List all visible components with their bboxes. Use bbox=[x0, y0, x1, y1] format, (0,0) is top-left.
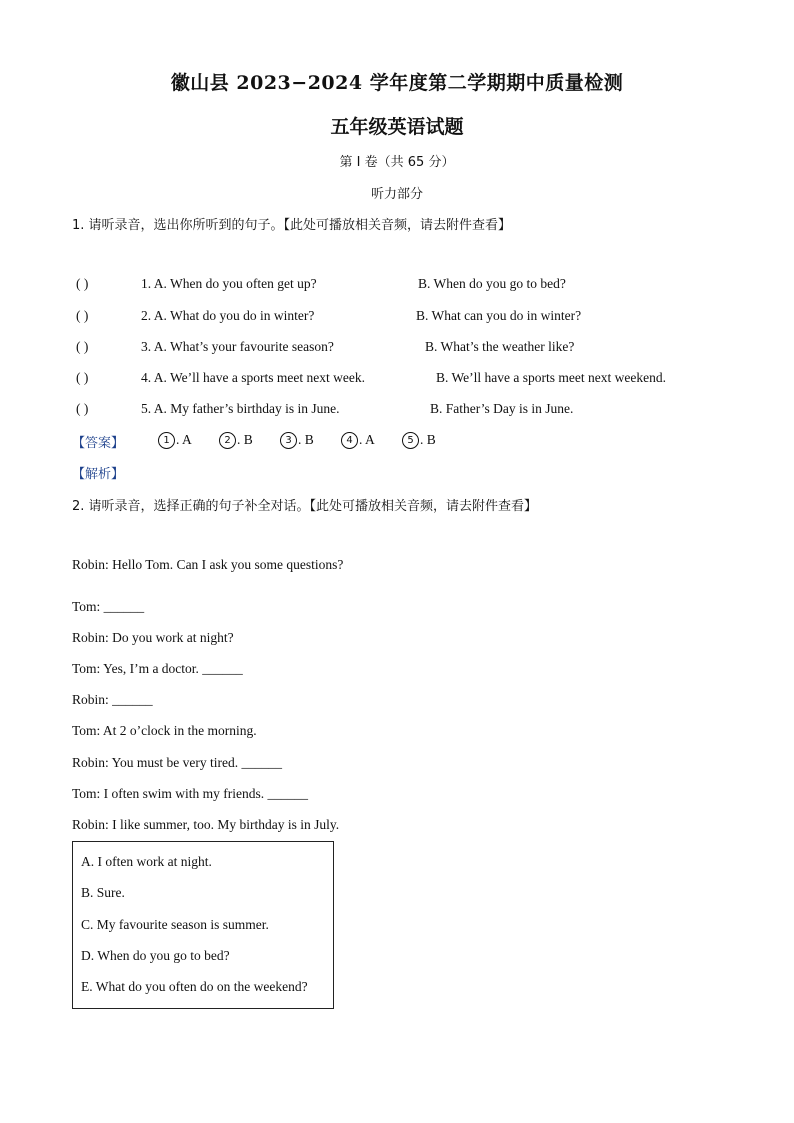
answer-value: . B bbox=[420, 432, 436, 447]
circled-number: 2 bbox=[219, 432, 236, 449]
option-b: B. We’ll have a sports meet next weekend. bbox=[436, 370, 666, 385]
answer-5 bbox=[402, 432, 436, 449]
option-a: 5. A. My father’s birthday is in June. bbox=[141, 401, 340, 416]
answer-paren: ( ) bbox=[76, 401, 89, 416]
dialogue-line: Robin: I like summer, too. My birthday is in July. bbox=[72, 817, 340, 832]
page-subtitle: 五年级英语试题 bbox=[330, 116, 464, 138]
circled-number: 4 bbox=[341, 432, 358, 449]
part-heading: 听力部分 bbox=[370, 187, 423, 202]
option-item: A. I often work at night. bbox=[81, 854, 212, 869]
answer-2 bbox=[219, 432, 253, 449]
option-b: B. What’s the weather like? bbox=[425, 339, 575, 354]
answer-paren: ( ) bbox=[76, 339, 89, 354]
page-title: 徽山县 2023−2024 学年度第二学期期中质量检测 bbox=[170, 72, 624, 94]
answer-value: . B bbox=[298, 432, 314, 447]
option-a: 4. A. We’ll have a sports meet next week. bbox=[141, 370, 365, 385]
circled-number: 5 bbox=[402, 432, 419, 449]
dialogue-line: Tom: Yes, I’m a doctor. ______ bbox=[72, 661, 243, 676]
option-a: 3. A. What’s your favourite season? bbox=[141, 339, 334, 354]
answer-value: . A bbox=[359, 432, 375, 447]
answer-paren: ( ) bbox=[76, 276, 89, 291]
option-item: D. When do you go to bed? bbox=[81, 948, 230, 963]
dialogue-line: Tom: ______ bbox=[72, 599, 145, 614]
answer-paren: ( ) bbox=[76, 370, 89, 385]
option-item: B. Sure. bbox=[81, 885, 125, 900]
answer-4 bbox=[341, 432, 375, 449]
answer-value: . B bbox=[237, 432, 253, 447]
option-a: 2. A. What do you do in winter? bbox=[141, 308, 315, 323]
answer-1 bbox=[158, 432, 192, 449]
dialogue-line: Robin: You must be very tired. ______ bbox=[72, 755, 283, 770]
answer-value: . A bbox=[176, 432, 192, 447]
options-box bbox=[72, 841, 334, 1009]
option-item: C. My favourite season is summer. bbox=[81, 917, 269, 932]
option-a: 1. A. When do you often get up? bbox=[141, 276, 317, 291]
question-2-prompt: 2. 请听录音，选择正确的句子补全对话。【此处可播放相关音频，请去附件查看】 bbox=[72, 499, 538, 514]
dialogue-line: Robin: Do you work at night? bbox=[72, 630, 234, 645]
dialogue-line: Robin: ______ bbox=[72, 692, 153, 707]
option-b: B. When do you go to bed? bbox=[418, 276, 566, 291]
answer-paren: ( ) bbox=[76, 308, 89, 323]
option-item: E. What do you often do on the weekend? bbox=[81, 979, 308, 994]
circled-number: 1 bbox=[158, 432, 175, 449]
dialogue-line: Robin: Hello Tom. Can I ask you some questions? bbox=[72, 557, 344, 572]
analysis-label: 【解析】 bbox=[72, 467, 125, 482]
option-b: B. What can you do in winter? bbox=[416, 308, 582, 323]
answer-3 bbox=[280, 432, 314, 449]
option-b: B. Father’s Day is in June. bbox=[430, 401, 574, 416]
circled-number: 3 bbox=[280, 432, 297, 449]
answer-label: 【答案】 bbox=[72, 436, 125, 451]
section-heading: 第 I 卷（共 65 分） bbox=[339, 155, 455, 170]
dialogue-line: Tom: I often swim with my friends. ______ bbox=[72, 786, 309, 801]
question-1-prompt: 1. 请听录音，选出你所听到的句子。【此处可播放相关音频，请去附件查看】 bbox=[72, 218, 512, 233]
dialogue-line: Tom: At 2 o’clock in the morning. bbox=[72, 723, 257, 738]
